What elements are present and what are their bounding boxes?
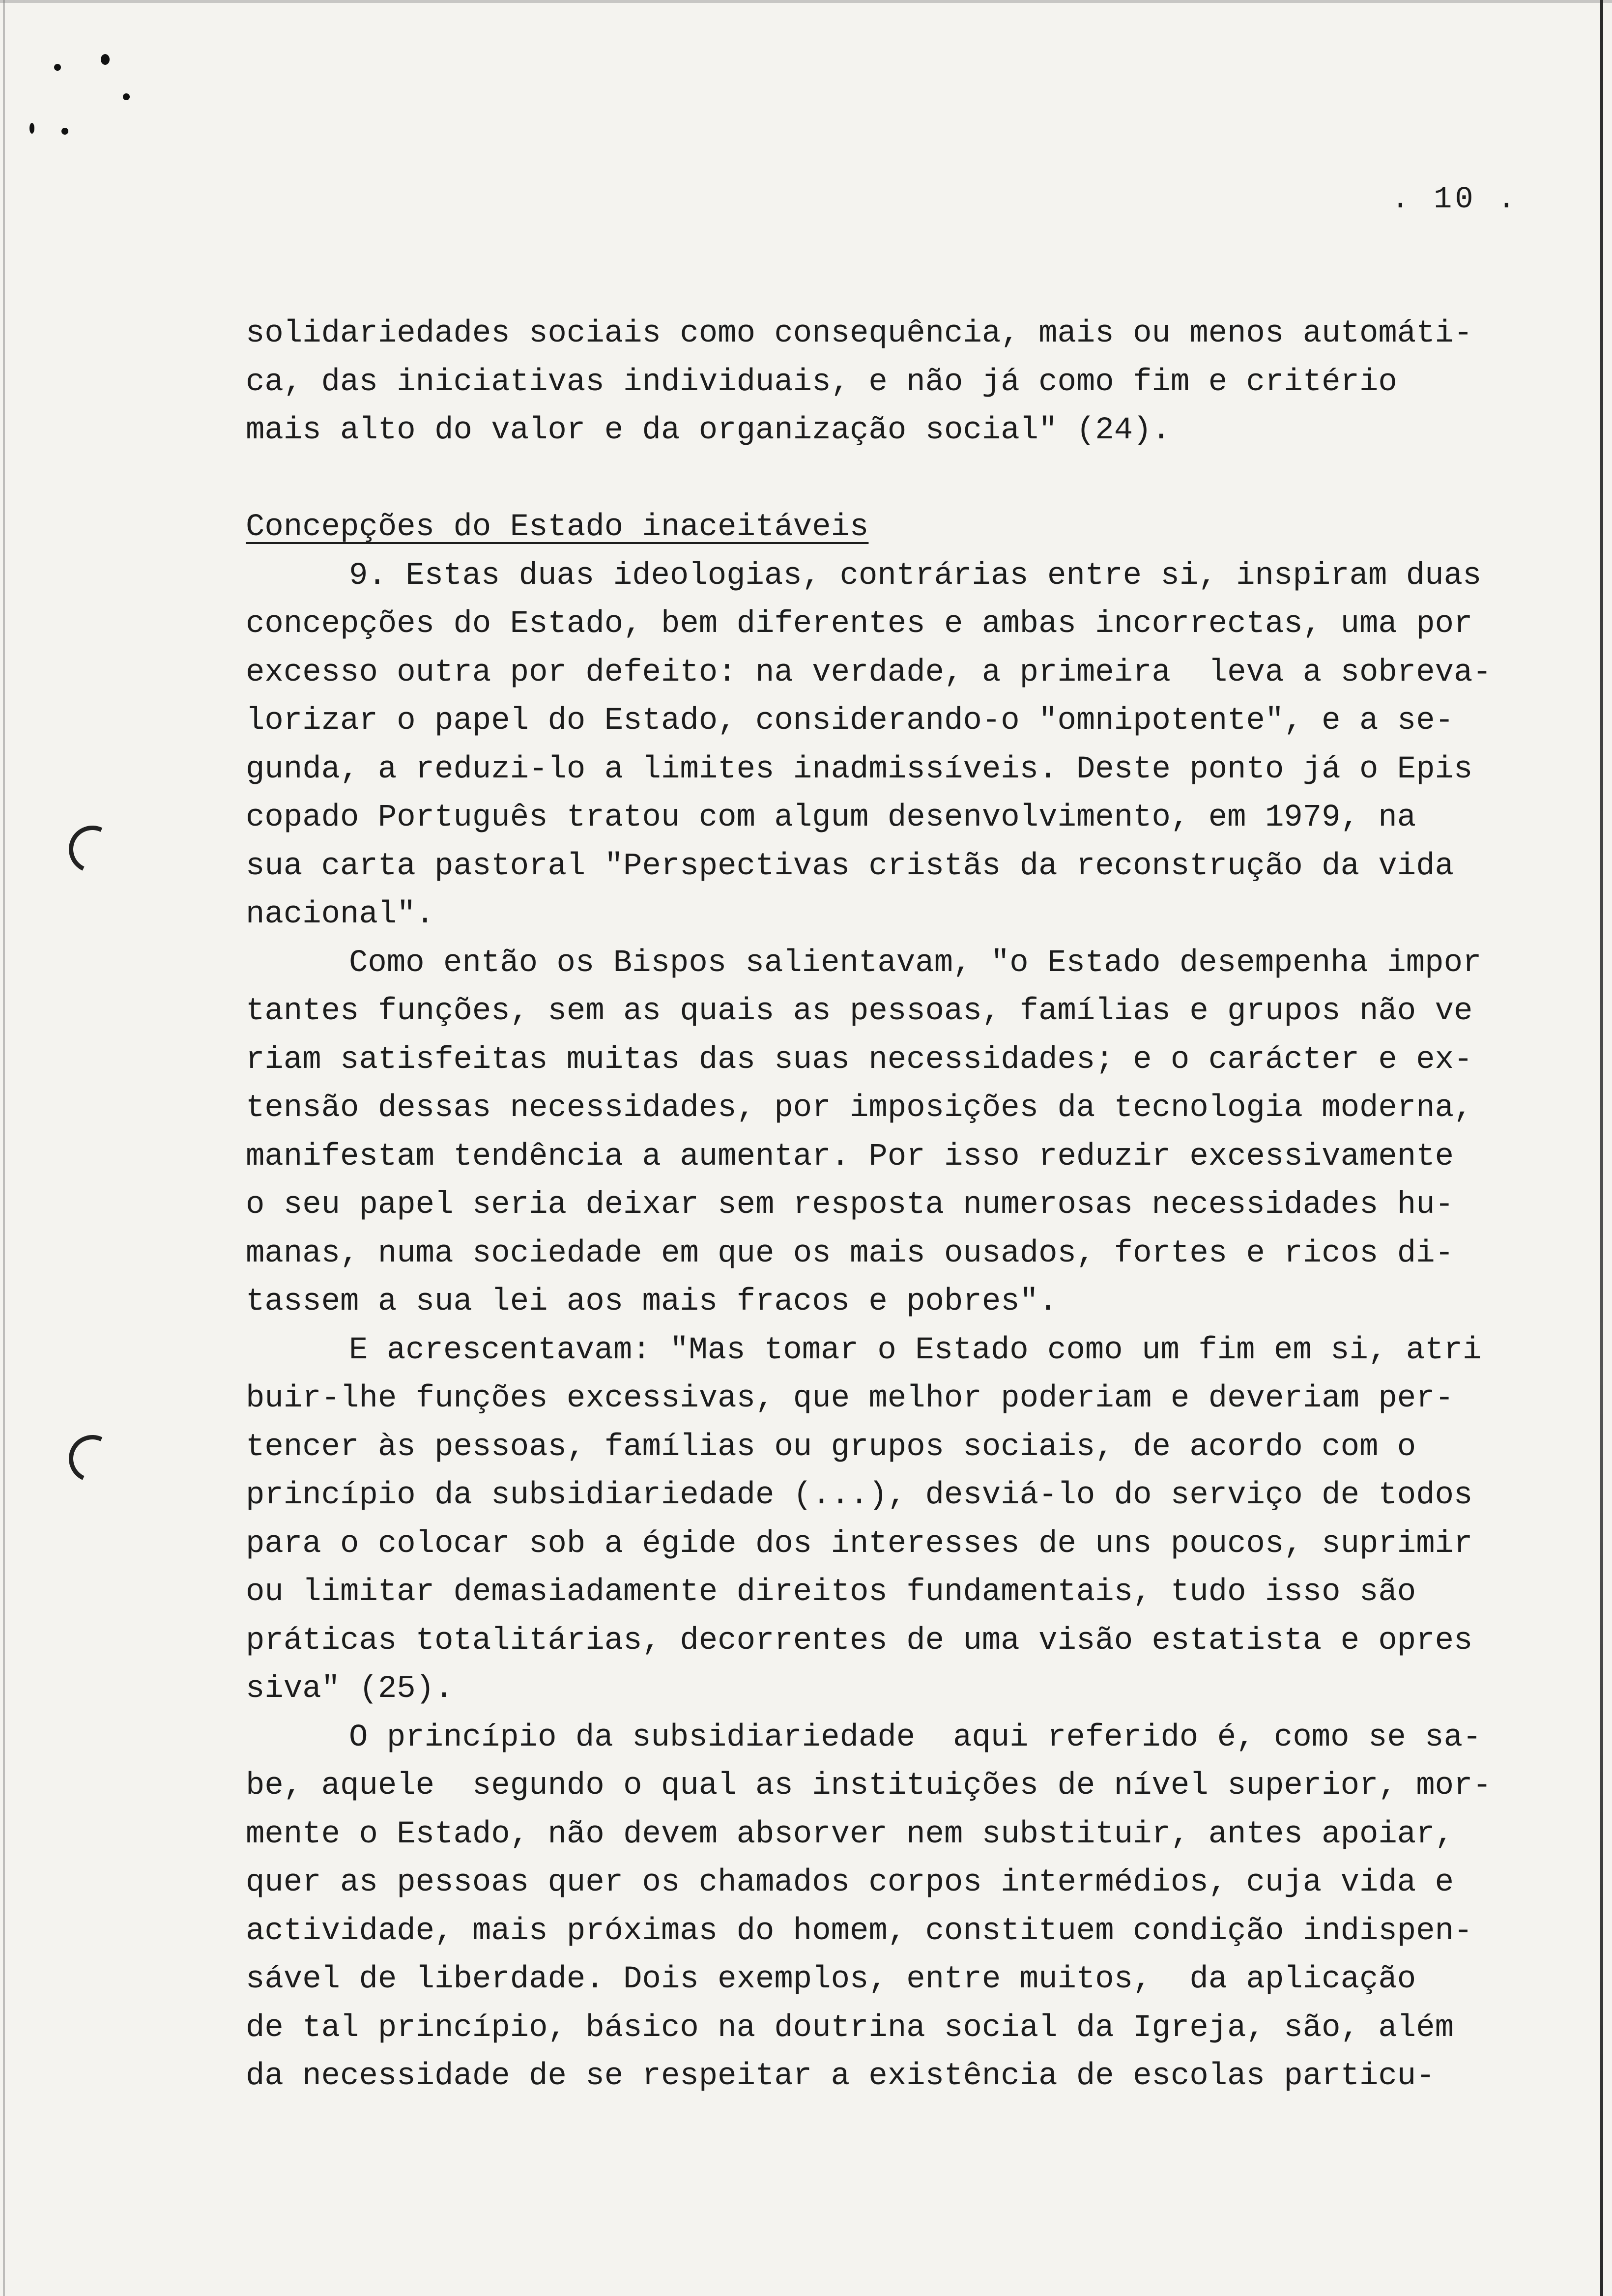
text-line: buir-lhe funções excessivas, que melhor poderiam e deveriam per- — [246, 1381, 1454, 1416]
paragraph-intro — [246, 310, 1524, 455]
text-line: nacional". — [246, 897, 435, 932]
text-line: actividade, mais próximas do homem, constituem condição indispen- — [246, 1913, 1473, 1949]
text-line: sua carta pastoral "Perspectivas cristãs da reconstrução da vida — [246, 848, 1454, 884]
text-line: manifestam tendência a aumentar. Por isso reduzir excessivamente — [246, 1139, 1454, 1175]
text-line: tencer às pessoas, famílias ou grupos sociais, de acordo com o — [246, 1429, 1416, 1465]
punch-hole-mark — [62, 819, 122, 879]
text-line: para o colocar sob a égide dos interesses de uns poucos, suprimir — [246, 1526, 1473, 1562]
text-line: solidariedades sociais como consequência, mais ou menos automáti- — [246, 316, 1473, 351]
text-line: manas, numa sociedade em que os mais ousados, fortes e ricos di- — [246, 1235, 1454, 1271]
text-line: de tal princípio, básico na doutrina social da Igreja, são, além — [246, 2010, 1454, 2046]
blank-line — [246, 455, 1524, 504]
paragraph-principio — [246, 1714, 1524, 2101]
paragraph-acrescentavam — [246, 1326, 1524, 1714]
text-line: sável de liberdade. Dois exemplos, entre muitos, da aplicação — [246, 1962, 1416, 1997]
page-right-edge — [1600, 0, 1603, 2296]
scan-speck — [101, 54, 110, 65]
page-top-edge — [0, 0, 1612, 3]
text-line: ou limitar demasiadamente direitos fundamentais, tudo isso são — [246, 1575, 1416, 1610]
text-line: excesso outra por defeito: na verdade, a primeira leva a sobreva- — [246, 655, 1492, 690]
page-left-edge — [3, 0, 5, 2296]
text-line: 9. Estas duas ideologias, contrárias entre si, inspiram duas — [349, 558, 1482, 594]
text-line: tensão dessas necessidades, por imposições da tecnologia moderna, — [246, 1091, 1473, 1126]
page-number: . 10 . — [1391, 182, 1519, 217]
scan-speck — [61, 128, 68, 135]
section-heading-text: Concepções do Estado inaceitáveis — [246, 510, 869, 545]
text-line: O princípio da subsidiariedade aqui referido é, como se sa- — [349, 1720, 1482, 1755]
text-line: gunda, a reduzi-lo a limites inadmissíveis. Deste ponto já o Epis — [246, 751, 1473, 787]
text-line: mente o Estado, não devem absorver nem substituir, antes apoiar, — [246, 1816, 1454, 1852]
text-line: siva" (25). — [246, 1671, 454, 1707]
section-heading — [246, 503, 1524, 552]
punch-hole-mark — [62, 1428, 122, 1489]
text-line: be, aquele segundo o qual as instituições de nível superior, mor- — [246, 1768, 1492, 1804]
text-line: tantes funções, sem as quais as pessoas, famílias e grupos não ve — [246, 994, 1473, 1029]
text-line: lorizar o papel do Estado, considerando-o "omnipotente", e a se- — [246, 703, 1454, 739]
scan-speck — [29, 123, 34, 134]
text-line: princípio da subsidiariedade (...), desviá-lo do serviço de todos — [246, 1478, 1473, 1513]
text-line: o seu papel seria deixar sem resposta numerosas necessidades hu- — [246, 1187, 1454, 1223]
text-line: práticas totalitárias, decorrentes de uma visão estatista e opres — [246, 1623, 1473, 1659]
text-line: E acrescentavam: "Mas tomar o Estado como um fim em si, atri — [349, 1332, 1482, 1368]
text-line: quer as pessoas quer os chamados corpos intermédios, cuja vida e — [246, 1865, 1454, 1900]
text-line: mais alto do valor e da organização social" (24). — [246, 413, 1171, 448]
text-line: Como então os Bispos salientavam, "o Estado desempenha impor — [349, 945, 1482, 981]
paragraph-9 — [246, 552, 1524, 939]
text-line: da necessidade de se respeitar a existência de escolas particu- — [246, 2059, 1435, 2094]
scan-speck — [54, 64, 61, 71]
paragraph-bispos — [246, 939, 1524, 1326]
scan-speck — [123, 93, 130, 100]
text-line: riam satisfeitas muitas das suas necessidades; e o carácter e ex- — [246, 1042, 1473, 1078]
text-line: tassem a sua lei aos mais fracos e pobres". — [246, 1284, 1058, 1320]
text-line: copado Português tratou com algum desenvolvimento, em 1979, na — [246, 800, 1416, 835]
text-line: ca, das iniciativas individuais, e não já como fim e critério — [246, 364, 1397, 400]
document-text — [246, 310, 1524, 2101]
text-line: concepções do Estado, bem diferentes e ambas incorrectas, uma por — [246, 606, 1473, 642]
